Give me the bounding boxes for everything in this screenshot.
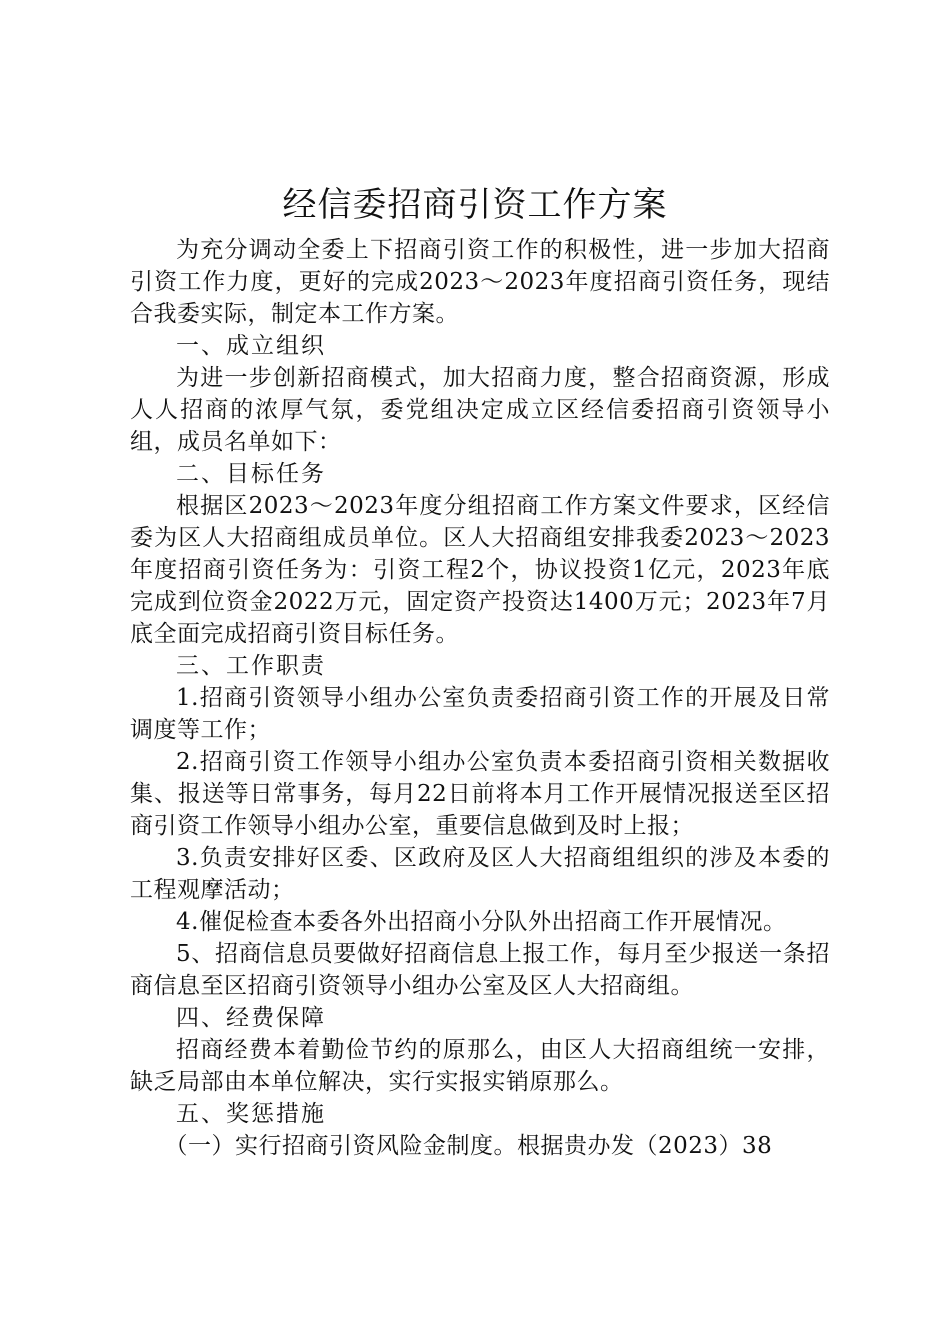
document-title: 经信委招商引资工作方案	[282, 185, 668, 225]
intro-paragraph: 为充分调动全委上下招商引资工作的积极性，进一步加大招商引资工作力度，更好的完成2023～2023年度招商引资任务，现结合我委实际，制定本工作方案。	[130, 237, 830, 327]
duty-item-2: 2.招商引资工作领导小组办公室负责本委招商引资相关数据收集、报送等日常事务，每月22日前将本月工作开展情况报送至区招商引资工作领导小组办公室，重要信息做到及时上报；	[130, 749, 830, 839]
section2-heading: 二、目标任务	[176, 461, 326, 487]
duty-item-4: 4.催促检查本委各外出招商小分队外出招商工作开展情况。	[176, 909, 787, 935]
section5-heading: 五、奖惩措施	[176, 1101, 326, 1127]
section1-heading: 一、成立组织	[176, 333, 326, 359]
duty-item-1: 1.招商引资领导小组办公室负责委招商引资工作的开展及日常调度等工作；	[130, 685, 830, 743]
document-body	[130, 234, 830, 1162]
section4-heading: 四、经费保障	[176, 1005, 326, 1031]
duty-item-5: 5、招商信息员要做好招商信息上报工作，每月至少报送一条招商信息至区招商引资领导小组办公室及区人大招商组。	[130, 941, 830, 999]
section5-paragraph: （一）实行招商引资风险金制度。根据贵办发（2023）38	[164, 1133, 773, 1159]
section1-paragraph: 为进一步创新招商模式，加大招商力度，整合招商资源，形成人人招商的浓厚气氛，委党组决定成立区经信委招商引资领导小组，成员名单如下：	[130, 365, 830, 455]
duty-item-3: 3.负责安排好区委、区政府及区人大招商组组织的涉及本委的工程观摩活动；	[130, 845, 830, 903]
section4-paragraph: 招商经费本着勤俭节约的原那么，由区人大招商组统一安排，缺乏局部由本单位解决，实行实报实销原那么。	[130, 1037, 830, 1095]
section3-heading: 三、工作职责	[176, 653, 326, 679]
section2-paragraph: 根据区2023～2023年度分组招商工作方案文件要求，区经信委为区人大招商组成员单位。区人大招商组安排我委2023～2023年度招商引资任务为：引资工程2个，协议投资1亿元，2023年底完成到位资金2022万元，固定资产投资达1400万元；2023年7月底全面完成招商引资目标任务。	[130, 493, 830, 647]
